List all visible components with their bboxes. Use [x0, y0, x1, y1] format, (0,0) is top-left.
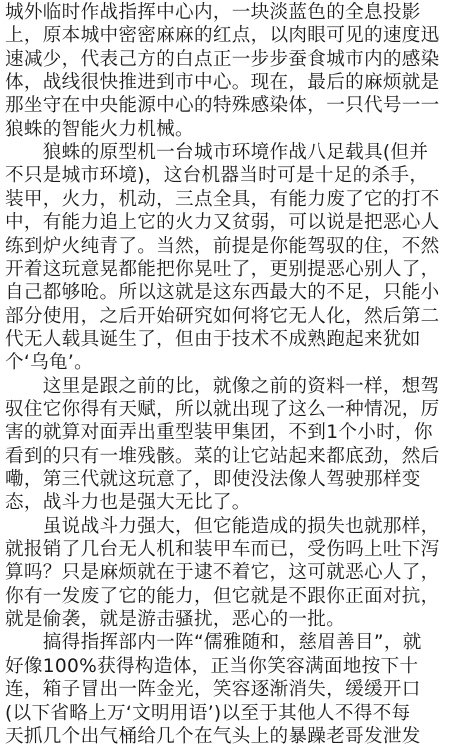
text-line: 搞得指挥部内一阵“儒雅随和，慈眉善目”，就	[5, 632, 422, 654]
text-line: 天抓几个出气桶给几个在气头上的暴躁老哥发泄发	[5, 725, 421, 747]
text-line: 开着这玩意晃都能把你晃吐了，更别提恶心别人了，	[5, 258, 440, 280]
text-line: 个‘乌龟’。	[5, 352, 93, 374]
text-line: 上，原本城中密密麻麻的红点，以肉眼可见的速度迅	[5, 25, 440, 47]
text-line: 自己都够呛。所以这就是这东西最大的不足，只能小	[5, 282, 440, 304]
text-line: 代无人载具诞生了，但由于技术不成熟跑起来犹如	[5, 328, 421, 350]
text-line: (以下省略上万‘文明用语’)以至于其他人不得不每	[5, 702, 411, 724]
text-line: 连，箱子冒出一阵金光，笑容逐渐消失，缓缓开口	[5, 679, 421, 701]
text-line: 态，战斗力也是强大无比了。	[5, 492, 251, 514]
text-line: 就报销了几台无人机和装甲车而已，受伤吗上吐下泻	[5, 539, 440, 561]
text-line: 不只是城市环境)，这台机器当时可是十足的杀手，	[5, 165, 429, 187]
text-line: 部分使用，之后开始研究如何将它无人化，然后第二	[5, 305, 440, 327]
text-line: 算吗？只是麻烦就在于逮不着它，这可就恶心人了，	[5, 562, 440, 584]
text-line: 那坐守在中央能源中心的特殊感染体，一只代号一一	[5, 95, 440, 117]
text-line: 中，有能力追上它的火力又贫弱，可以说是把恶心人	[5, 212, 440, 234]
text-line: 狼蛛的原型机一台城市环境作战八足载具(但并	[5, 142, 429, 164]
text-line: 就是偷袭，就是游击骚扰，恶心的一批。	[5, 609, 346, 631]
text-line: 装甲，火力，机动，三点全具，有能力废了它的打不	[5, 188, 440, 210]
text-line: 体，战线很快推进到市中心。现在，最后的麻烦就是	[5, 72, 440, 94]
text-line: 害的就算对面弄出重型装甲集团，不到1个小时，你	[5, 422, 433, 444]
text-line: 狼蛛的智能火力机械。	[5, 118, 194, 140]
text-line: 这里是跟之前的比，就像之前的资料一样，想驾	[5, 375, 440, 397]
text-line: 好像100%获得构造体，正当你笑容满面地按下十	[5, 655, 419, 677]
text-line: 城外临时作战指挥中心内，一块淡蓝色的全息投影	[5, 2, 421, 23]
text-line: 速减少，代表己方的白点正一步步蚕食城市内的感染	[5, 48, 440, 70]
text-line: 你有一发废了它的能力，但它就是不跟你正面对抗，	[5, 585, 440, 607]
text-line: 看到的只有一堆残骸。菜的让它站起来都底劲，然后	[5, 445, 440, 467]
text-line: 虽说战斗力强大，但它能造成的损失也就那样，	[5, 515, 440, 537]
text-line: 驭住它你得有天赋，所以就出现了这么一种情况，厉	[5, 398, 440, 420]
text-line: 练到炉火纯青了。当然，前提是你能驾驭的住，不然	[5, 235, 440, 257]
text-line: 嘞，第三代就这玩意了，即使没法像人驾驶那样变	[5, 469, 421, 490]
